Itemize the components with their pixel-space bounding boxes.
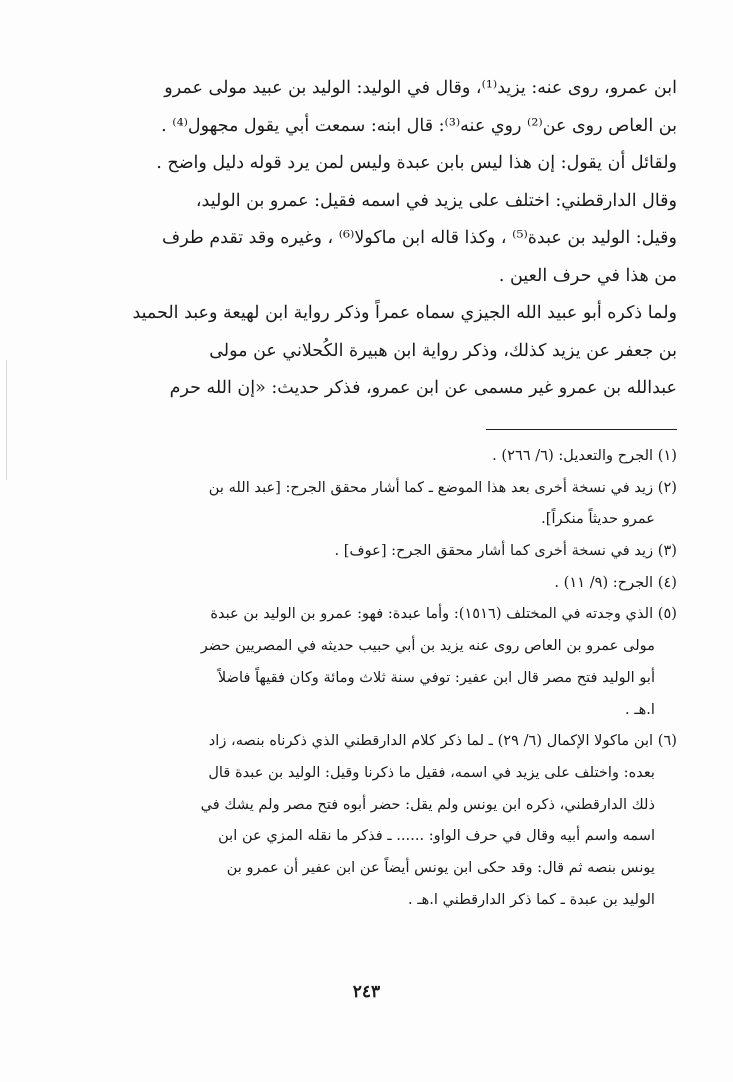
scan-edge-mark bbox=[6, 360, 7, 480]
footnote-line: (٥) الذي وجدته في المختلف (١٥١٦): وأما عبدة: فهو: عمرو بن الوليد بن عبدة bbox=[210, 605, 677, 623]
footnote-line: (٣) زيد في نسخة أخرى كما أشار محقق الجرح: [عوف] . bbox=[334, 542, 677, 560]
main-text-line: بن العاص روى عن⁽²⁾ روي عنه⁽³⁾: قال ابنه: سمعت أبي يقول مجهول⁽⁴⁾ . bbox=[161, 115, 677, 136]
footnote-line: اسمه واسم أبيه وقال في حرف الواو: ...... ـ فذكر ما نقله المزي عن ابن bbox=[218, 827, 655, 845]
main-text-line: ابن عمرو، روى عنه: يزيد⁽¹⁾، وقال في الوليد: الوليد بن عبيد مولى عمرو bbox=[164, 78, 677, 98]
footnote-line: ا.هـ . bbox=[625, 700, 655, 718]
footnote-divider bbox=[486, 429, 677, 430]
footnote-line: أبو الوليد فتح مصر قال ابن عفير: توفي سنة ثلاث ومائة وكان فقيهاً فاضلاً bbox=[217, 668, 655, 686]
footnote-line: (٢) زيد في نسخة أخرى بعد هذا الموضع ـ كما أشار محقق الجرح: [عبد الله بن bbox=[208, 478, 677, 496]
footnote-line: عمرو حديثاً منكراً]. bbox=[541, 510, 655, 528]
main-text-block bbox=[74, 70, 677, 408]
main-text-line: بن جعفر عن يزيد كذلك، وذكر رواية ابن هبيرة الكُحلاني عن مولى bbox=[209, 340, 677, 361]
footnote-line: (٤) الجرح: (٩/ ١١) . bbox=[554, 573, 677, 591]
main-text-line: ولما ذكره أبو عبيد الله الجيزي سماه عمراً وذكر رواية ابن لهيعة وعبد الحميد bbox=[132, 303, 677, 323]
main-text-line: عبدالله بن عمرو غير مسمى عن ابن عمرو، فذكر حديث: «إن الله حرم bbox=[169, 378, 677, 398]
main-text-line: ولقائل أن يقول: إن هذا ليس بابن عبدة وليس لمن يرد قوله دليل واضح . bbox=[156, 153, 677, 173]
page-number: ٢٤٣ bbox=[352, 982, 381, 1002]
main-text-line: من هذا في حرف العين . bbox=[498, 265, 677, 286]
footnotes-block bbox=[74, 440, 677, 915]
main-text-line: وقال الدارقطني: اختلف على يزيد في اسمه فقيل: عمرو بن الوليد، bbox=[195, 190, 677, 211]
footnote-line: الوليد بن عبدة ـ كما ذكر الدارقطني ا.هـ . bbox=[408, 890, 655, 908]
footnote-line: (٦) ابن ماكولا الإكمال (٦/ ٢٩) ـ لما ذكر كلام الدارقطني الذي ذكرناه بنصه، زاد bbox=[208, 732, 677, 750]
footnote-line: ذلك الدارقطني، ذكره ابن يونس ولم يقل: حضر أبوه فتح مصر ولم يشك في bbox=[200, 795, 655, 813]
footnote-line: يونس بنصه ثم قال: وقد حكى ابن يونس أيضاً عن ابن عفير أن عمرو بن bbox=[226, 858, 655, 876]
footnote-line: مولى عمرو بن العاص روى عنه يزيد بن أبي حبيب حديثه في المصريين حضر bbox=[200, 637, 655, 655]
main-text-line: وقيل: الوليد بن عبدة⁽⁵⁾ ، وكذا قاله ابن ماكولا⁽⁶⁾ ، وغيره وقد تقدم طرف bbox=[162, 228, 677, 248]
footnote-line: (١) الجرح والتعديل: (٦/ ٢٦٦) . bbox=[492, 447, 677, 464]
footnote-line: بعده: واختلف على يزيد في اسمه، فقيل ما ذكرنا وقيل: الوليد بن عبدة قال bbox=[208, 763, 655, 781]
